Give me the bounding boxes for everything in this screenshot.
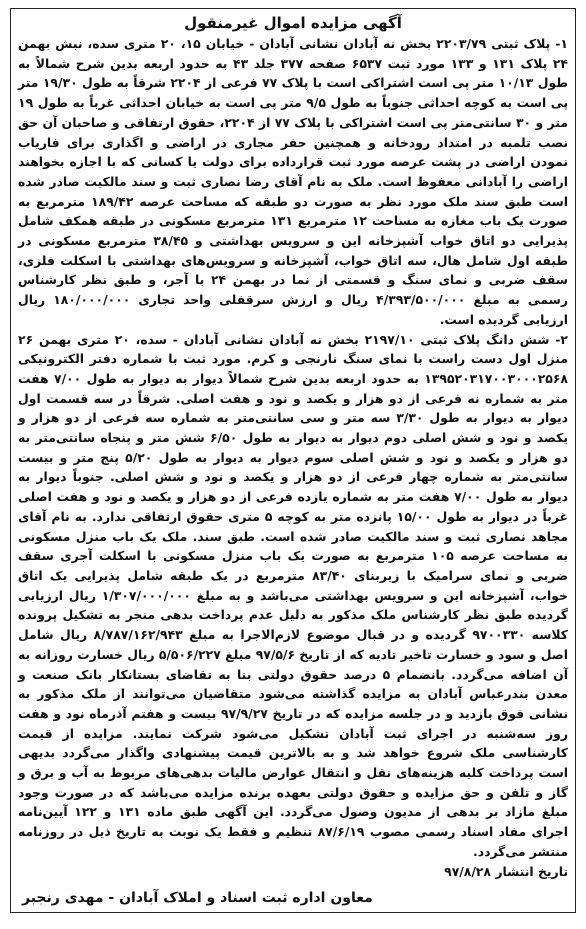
notice-body — [18, 34, 568, 885]
paragraph-property-2: ۲- شش دانگ پلاک ثبتی ۲۱۹۷/۱۰ بخش نه آبادان نشانی آبادان - سده، ۲۰ متری بهمن ۲۶ منزل اول دست راست با نمای سنگ نارنجی و کرم. مورد ثبت با شماره دفتر الکترونیکی ۱۳۹۵۲۰۳۱۷۰۰۳۰۰۰۲۵۶۸ به حدود اربعه بدین شرح شمالاً دیوار به دیوار به طول ۷/۰۰ هفت متر به شماره نه فرعی از دو هزار و یکصد و نود و هفت اصلی. شرقاً در سه قسمت اول دیوار به دیوار به طول ۳/۳۰ سه متر و سی سانتی‌متر به شماره سه فرعی از دو هزار و یکصد و نود و شش اصلی دوم دیوار به دیوار به طول ۶/۵۰ شش متر و پنجاه سانتی‌متر به دو هزار و یکصد و نود و شش اصلی سوم دیوار به دیوار به طول ۵/۲۰ پنج متر و بیست سانتی‌متر به شماره چهار فرعی از دو هزار و یکصد و نود و شش اصلی. جنوباً دیوار به دیوار به طول ۷/۰۰ هفت متر به شماره یازده فرعی از دو هزار و یکصد و نود و هفت اصلی غرباً در دیوار به طول ۱۵/۰۰ پانزده متر به کوچه ۵ متری حقوق ارتفاقی ندارد. به نام آقای مجاهد نصاری ثبت و سند مالکیت صادر شده است. طبق سند. ملک یک باب منزل مسکونی به مساحت عرصه ۱۰۵ مترمربع به صورت یک باب منزل مسکونی با اسکلت آجری سقف ضربی و نمای سرامیک با زیربنای ۸۳/۴۰ مترمربع در یک طبقه شامل پذیرایی یک اتاق خواب، آشپزخانه این و سرویس بهداشتی می‌باشد و به مبلغ ۱/۳۰۷/۰۰۰/۰۰۰ ریال ارزیابی گردیده طبق نظر کارشناس ملک مذکور به دلیل عدم پرداخت بدهی منجر به تشکیل پرونده کلاسه ۹۷۰۰۳۳۰ گردیده و در قبال موضوع لازم‌الاجرا به مبلغ ۸/۷۸۷/۱۶۲/۹۴۳ ریال شامل اصل و سود و خسارت تاخیر تادیه که از تاریخ ۹۷/۵/۶ مبلغ ۵/۵۰۶/۲۲۷ ریال خسارت روزانه به آن اضافه می‌گردد. بانضمام ۵ درصد حقوق دولتی بنا به تقاضای بستانکار بانک صنعت و معدن بندرعباس آبادان به مزایده گذاشته می‌شود متقاضیان می‌توانند از ملک مذکور به نشانی فوق بازدید و در جلسه مزایده که در تاریخ ۹۷/۹/۲۷ بیست و هفتم آذرماه نود و هفت روز سه‌شنبه در اجرای ثبت آبادان تشکیل می‌شود شرکت نمایند. مزایده از قیمت کارشناسی ملک شروع خواهد شد و به بالاترین قیمت پیشنهادی واگذار می‌گردد بدیهی است پرداخت کلیه هزینه‌های نقل و انتقال عوارض مالیات بدهی‌های مربوط به آب و برق و گاز و تلفن و حق مزایده و حقوق دولتی بعهده برنده مزایده می‌باشد که در صورت وجود مبلغ مازاد بر بدهی از مدیون وصول می‌گردد. این آگهی طبق ماده ۱۳۱ و ۱۲۲ آیین‌نامه اجرای مفاد اسناد رسمی مصوب ۸۷/۶/۱۹ تنظیم و فقط یک نوبت به تاریخ ذیل در روزنامه منتشر می‌گردد. — [18, 331, 568, 859]
notice-page — [10, 8, 576, 913]
notice-title: آگهی مزایده اموال غیرمنقول — [184, 14, 402, 32]
signature: معاون اداره ثبت اسناد و املاک آبادان - مهدی رنجبر — [22, 890, 373, 906]
paragraph-property-1: ۱- پلاک ثبتی ۲۲۰۳/۷۹ بخش نه آبادان نشانی آبادان - خیابان ۱۵، ۲۰ متری سده، نبش بهمن ۲۴ پلاک ۱۳۱ و ۱۳۳ مورد ثبت ۶۵۳۷ صفحه ۳۷۷ جلد ۴۳ به حدود اربعه بدین شرح شمالاً به طول ۱۰/۱۳ متر پی است اشتراکی است با پلاک ۷۷ فرعی از ۲۲۰۴ شرقاً به طول ۱۹/۳۰ متر پی است به کوچه احداثی جنوباً به طول ۹/۵ متر پی است به خیابان احداثی غرباً به طول ۱۹ متر و ۳۰ سانتی‌متر پی است اشتراکی با پلاک ۷۷ از ۲۲۰۴، حقوق ارتفاقی و صاحبان آن حق نصب تلمبه در امتداد رودخانه و همچنین حفر مجاری در اراضی و اگذاری برای فاریاب نمودن اراضی در پشت عرصه مورد ثبت قرارداده برای دولت یا کسانی که با اجازه بخواهند اراضی را آبادانی معفوظ است. ملک به نام آقای رضا نصاری ثبت و سند مالکیت صادر شده است طبق سند ملک مورد نظر به صورت دو طبقه که مساحت عرصه ۱۸۹/۴۲ مترمربع به صورت یک باب مغازه به مساحت ۱۲ مترمربع ۱۳۱ مترمربع مسکونی در طبقه همکف شامل پذیرایی دو اتاق خواب آشپزخانه این و سرویس بهداشتی و ۳۸/۴۵ مترمربع مسکونی در طبقه اول شامل هال، سه اتاق خواب، آشپزخانه و سرویس‌های بهداشتی با اسکلت فلزی، سقف ضربی و نمای سنگ و قسمتی از نما در بهمن ۲۴ با آجر، و طبق نظر کارشناس رسمی به مبلغ ۴/۳۹۳/۵۰۰/۰۰۰ ریال و ارزش سرقفلی واحد تجاری ۱۸۰/۰۰۰/۰۰۰ ریال ارزیابی گردیده است. — [18, 36, 569, 327]
publication-date: تاریخ انتشار ۹۷/۸/۲۸ — [444, 863, 568, 879]
